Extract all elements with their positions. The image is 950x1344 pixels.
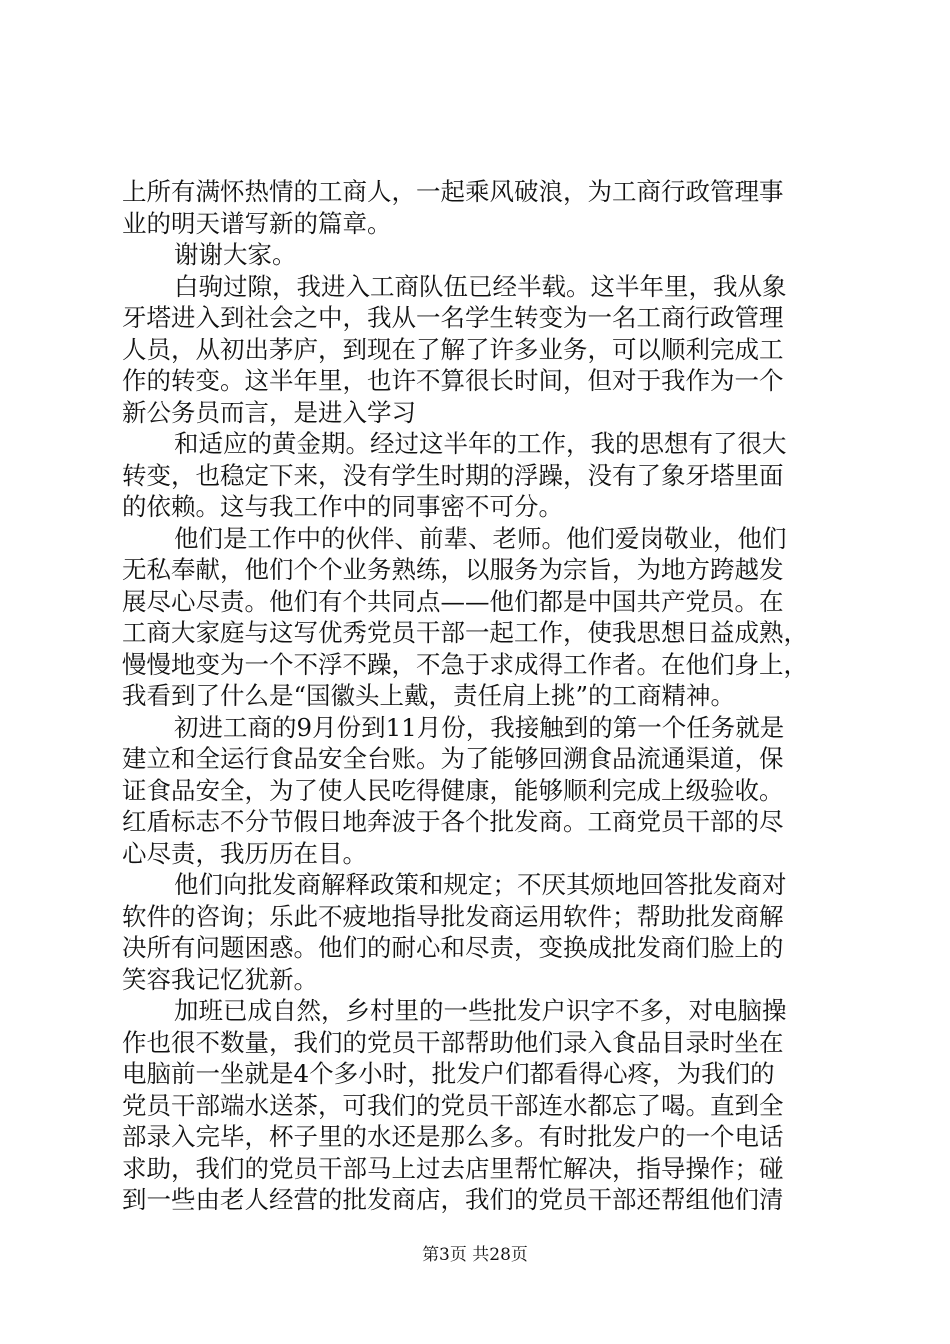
document-body [122, 176, 834, 1216]
text-line: 证食品安全，为了使人民吃得健康，能够顺利完成上级验收。 [122, 775, 784, 805]
text-line: 部录入完毕，杯子里的水还是那么多。有时批发户的一个电话 [122, 1122, 784, 1151]
text-line: 作也很不数量，我们的党员干部帮助他们录入食品目录时坐在 [122, 1027, 784, 1057]
text-line: 新公务员而言，是进入学习 [122, 397, 416, 427]
text-line: 业的明天谱写新的篇章。 [122, 208, 392, 238]
text-line: 决所有问题困惑。他们的耐心和尽责，变换成批发商们脸上的 [122, 933, 784, 962]
text-line: 初进工商的9月份到11月份，我接触到的第一个任务就是 [174, 712, 785, 742]
text-line: 转变，也稳定下来，没有学生时期的浮躁，没有了象牙塔里面 [122, 460, 784, 490]
text-line: 笑容我记忆犹新。 [122, 964, 318, 994]
text-line: 他们是工作中的伙伴、前辈、老师。他们爱岗敬业，他们 [174, 523, 787, 553]
text-line: 红盾标志不分节假日地奔波于各个批发商。工商党员干部的尽 [122, 807, 784, 836]
text-line: 人员，从初出茅庐，到现在了解了许多业务，可以顺利完成工 [122, 334, 784, 364]
text-line: 无私奉献，他们个个业务熟练，以服务为宗旨，为地方跨越发 [122, 555, 784, 584]
text-line: 作的转变。这半年里，也许不算很长时间，但对于我作为一个 [122, 366, 784, 395]
text-line: 软件的咨询；乐此不疲地指导批发商运用软件；帮助批发商解 [122, 901, 784, 931]
text-line: 求助，我们的党员干部马上过去店里帮忙解决，指导操作；碰 [122, 1153, 784, 1183]
text-line: 慢慢地变为一个不浮不躁，不急于求成得工作者。在他们身上， [122, 649, 808, 679]
text-line: 建立和全运行食品安全台账。为了能够回溯食品流通渠道，保 [122, 744, 784, 773]
text-line: 工商大家庭与这写优秀党员干部一起工作，使我思想日益成熟， [122, 618, 808, 647]
text-line: 展尽心尽责。他们有个共同点——他们都是中国共产党员。在 [122, 586, 784, 616]
text-line: 的依赖。这与我工作中的同事密不可分。 [122, 492, 563, 521]
text-line: 我看到了什么是“国徽头上戴，责任肩上挑”的工商精神。 [122, 681, 736, 710]
text-line: 加班已成自然，乡村里的一些批发户识字不多，对电脑操 [174, 996, 787, 1025]
text-line: 电脑前一坐就是4个多小时，批发户们都看得心疼，为我们的 [122, 1059, 775, 1088]
text-line: 到一些由老人经营的批发商店，我们的党员干部还帮组他们清 [122, 1185, 784, 1214]
text-line: 牙塔进入到社会之中，我从一名学生转变为一名工商行政管理 [122, 303, 784, 332]
text-line: 党员干部端水送茶，可我们的党员干部连水都忘了喝。直到全 [122, 1090, 784, 1120]
page-number-footer: 第3页 共28页 [422, 1245, 528, 1265]
text-line: 他们向批发商解释政策和规定；不厌其烦地回答批发商对 [174, 870, 787, 899]
text-line: 谢谢大家。 [174, 240, 297, 269]
text-line: 心尽责，我历历在目。 [122, 838, 367, 868]
text-line: 上所有满怀热情的工商人，一起乘风破浪，为工商行政管理事 [122, 177, 784, 206]
text-line: 和适应的黄金期。经过这半年的工作，我的思想有了很大 [174, 429, 787, 458]
text-line: 白驹过隙，我进入工商队伍已经半载。这半年里，我从象 [174, 271, 787, 301]
